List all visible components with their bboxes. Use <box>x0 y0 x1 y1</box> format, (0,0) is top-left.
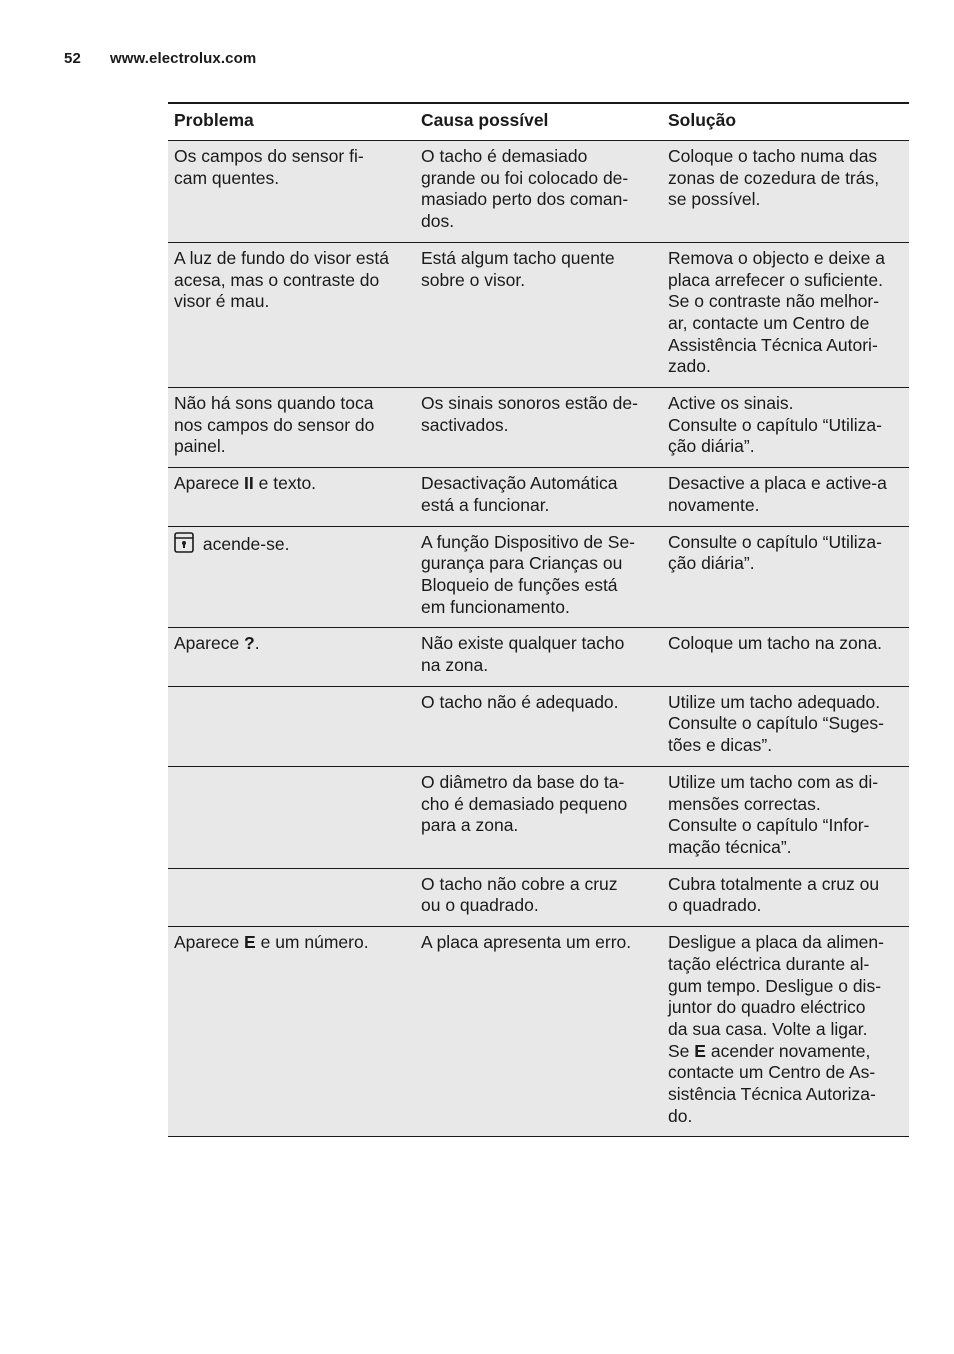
page-number: 52 <box>64 50 81 67</box>
cause-cell: O tacho não é adequado. <box>421 691 619 712</box>
solution-cell: Coloque o tacho numa das zonas de cozedura de trás, se possível. <box>668 146 880 210</box>
table-header-row <box>168 103 909 141</box>
cause-cell: Está algum tacho quente sobre o visor. <box>421 247 615 290</box>
table-row <box>168 927 909 1137</box>
problem-text: acende-se. <box>198 533 290 554</box>
website-url: www.electrolux.com <box>110 50 257 67</box>
display-symbol: II <box>244 473 254 494</box>
problem-cell <box>168 868 415 926</box>
problem-text: . <box>254 633 260 654</box>
solution-cell: Coloque um tacho na zona. <box>668 633 883 654</box>
problem-text: Aparece <box>174 633 245 654</box>
solution-cell: Cubra totalmente a cruz ou o quadrado. <box>668 873 880 916</box>
column-header-solution: Solução <box>662 103 909 141</box>
table-row <box>168 766 909 868</box>
display-symbol: E <box>244 932 256 953</box>
problem-cell <box>168 766 415 868</box>
solution-cell: Utilize um tacho adequado. Consulte o capítulo “Suges- tões e dicas”. <box>668 691 884 756</box>
problem-text: e texto. <box>253 473 317 494</box>
problem-text: Aparece <box>174 932 245 953</box>
table-row <box>168 388 909 468</box>
solution-cell: Consulte o capítulo “Utiliza- ção diária”. <box>668 531 882 574</box>
solution-cell: Utilize um tacho com as di- mensões correctas. Consulte o capítulo “Infor- mação técnica”. <box>668 771 879 857</box>
problem-cell <box>168 526 415 628</box>
cause-cell: Não existe qualquer tacho na zona. <box>421 633 625 676</box>
solution-cell: Desactive a placa e active-a novamente. <box>668 473 887 515</box>
solution-cell <box>662 927 909 1137</box>
troubleshooting-table <box>168 102 909 1137</box>
cause-cell: Os sinais sonoros estão de- sactivados. <box>421 393 638 435</box>
table-row <box>168 141 909 243</box>
cause-cell: A placa apresenta um erro. <box>421 932 632 953</box>
solution-text: Desligue a placa da alimen- tação eléctrica durante al- gum tempo. Desligue o dis- juntor do quadro eléctrico da sua casa. Volte a ligar. Se <box>668 932 884 1061</box>
problem-cell: Não há sons quando toca nos campos do sensor do painel. <box>174 393 375 457</box>
table-row <box>168 868 909 926</box>
table-row <box>168 686 909 766</box>
display-symbol: E <box>694 1040 706 1061</box>
child-lock-icon <box>174 532 194 559</box>
display-symbol: ? <box>244 633 255 654</box>
solution-cell: Remova o objecto e deixe a placa arrefecer o suficiente. Se o contraste não melhor- ar, contacte um Centro de Assistência Técnica Autori- zado. <box>668 247 885 377</box>
problem-cell <box>168 468 415 526</box>
column-header-cause: Causa possível <box>415 103 662 141</box>
problem-cell <box>168 686 415 766</box>
table-row <box>168 468 909 526</box>
solution-text: acender novamente, contacte um Centro de As- sistência Técnica Autoriza- do. <box>668 1040 876 1126</box>
cause-cell: O tacho é demasiado grande ou foi colocado de- masiado perto dos coman- dos. <box>421 146 629 232</box>
problem-text: e um número. <box>255 932 369 953</box>
cause-cell: A função Dispositivo de Se- gurança para Crianças ou Bloqueio de funções está em funcionamento. <box>421 531 636 617</box>
cause-cell: O tacho não cobre a cruz ou o quadrado. <box>421 873 618 916</box>
problem-cell <box>168 628 415 686</box>
problem-text: Aparece <box>174 473 245 494</box>
problem-cell: Os campos do sensor fi- cam quentes. <box>174 146 364 188</box>
cause-cell: O diâmetro da base do ta- cho é demasiado pequeno para a zona. <box>421 771 628 836</box>
solution-cell: Active os sinais. Consulte o capítulo “Utiliza- ção diária”. <box>668 393 882 457</box>
table-row <box>168 526 909 628</box>
table-row <box>168 242 909 387</box>
column-header-problem: Problema <box>168 103 415 141</box>
problem-cell <box>168 927 415 1137</box>
table-row <box>168 628 909 686</box>
cause-cell: Desactivação Automática está a funcionar. <box>421 473 618 515</box>
page-header <box>64 50 256 67</box>
problem-cell: A luz de fundo do visor está acesa, mas o contraste do visor é mau. <box>174 247 389 312</box>
